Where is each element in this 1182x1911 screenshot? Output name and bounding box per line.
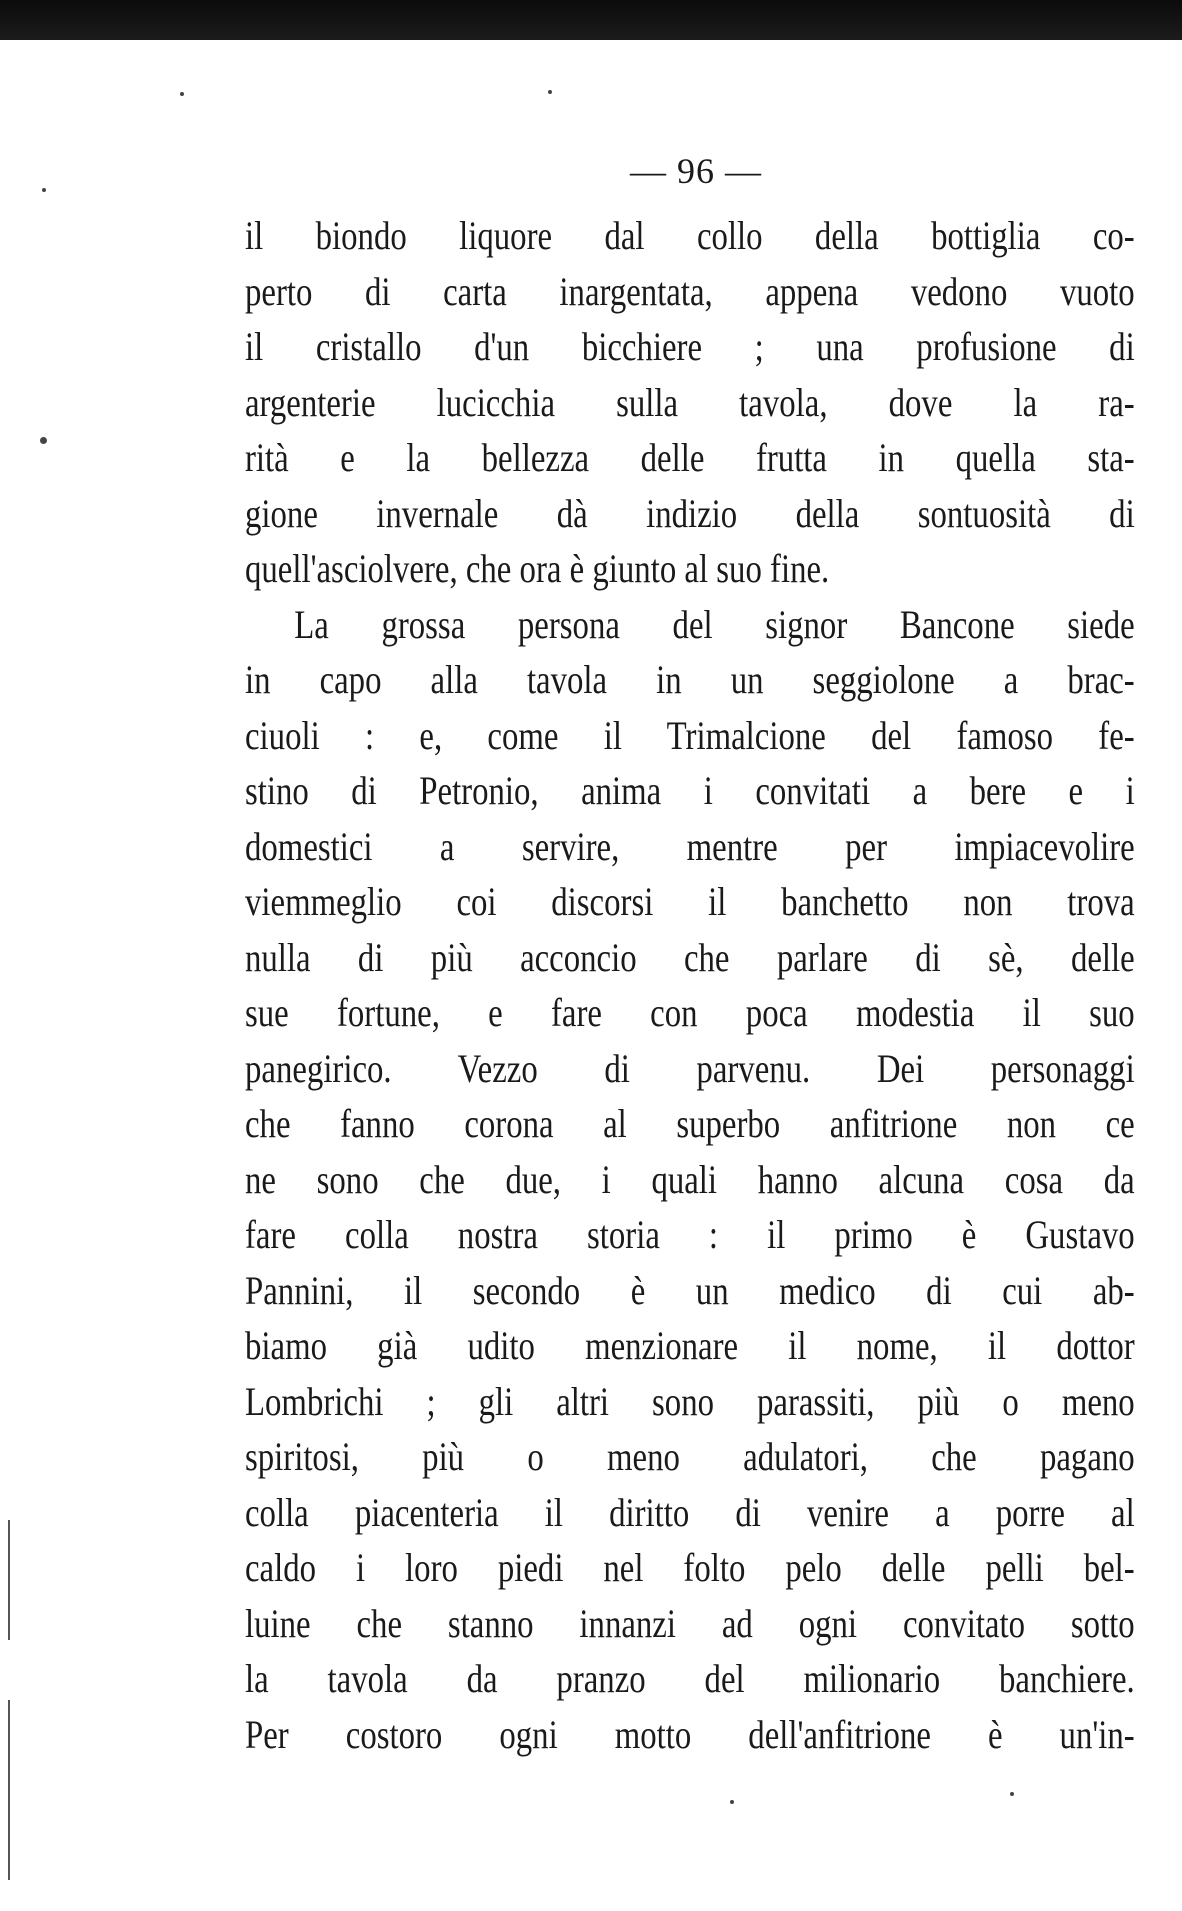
text-line: Pannini, il secondo è un medico di cui ab- bbox=[245, 1267, 1135, 1313]
margin-mark bbox=[8, 1700, 10, 1880]
text-line: che fanno corona al superbo anfitrione non ce bbox=[245, 1101, 1135, 1146]
text-line: quell'asciolvere, che ora è giunto al suo fine. bbox=[245, 546, 830, 591]
text-line: il cristallo d'un bicchiere ; una profusione di bbox=[245, 324, 1135, 369]
text-line: Per costoro ogni motto dell'anfitrione è un'in- bbox=[245, 1711, 1135, 1757]
body-text bbox=[245, 208, 1135, 1762]
text-line: viemmeglio coi discorsi il banchetto non trova bbox=[245, 879, 1135, 924]
text-line: spiritosi, più o meno adulatori, che pagano bbox=[245, 1434, 1135, 1479]
text-line: caldo i loro piedi nel folto pelo delle pelli bel- bbox=[245, 1545, 1135, 1590]
text-line: il biondo liquore dal collo della bottiglia co- bbox=[245, 213, 1135, 258]
scan-top-border bbox=[0, 0, 1182, 40]
scan-speck bbox=[730, 1800, 734, 1804]
text-line: in capo alla tavola in un seggiolone a brac- bbox=[245, 657, 1135, 702]
text-line: nulla di più acconcio che parlare di sè, delle bbox=[245, 934, 1135, 980]
text-line: domestici a servire, mentre per impiacevolire bbox=[245, 823, 1135, 869]
margin-mark bbox=[8, 1520, 10, 1640]
scan-speck bbox=[180, 92, 184, 96]
text-line: ne sono che due, i quali hanno alcuna cosa da bbox=[245, 1156, 1135, 1202]
text-line: ciuoli : e, come il Trimalcione del famoso fe- bbox=[245, 712, 1135, 758]
text-line: Lombrichi ; gli altri sono parassiti, più o meno bbox=[245, 1378, 1135, 1424]
text-line: stino di Petronio, anima i convitati a bere e i bbox=[245, 768, 1135, 813]
text-line: biamo già udito menzionare il nome, il dottor bbox=[245, 1323, 1135, 1368]
text-line: La grossa persona del signor Bancone siede bbox=[294, 601, 1135, 647]
text-line: perto di carta inargentata, appena vedono vuoto bbox=[245, 268, 1135, 314]
text-line: argenterie lucicchia sulla tavola, dove la ra- bbox=[245, 379, 1135, 425]
text-line: panegirico. Vezzo di parvenu. Dei personaggi bbox=[245, 1045, 1135, 1091]
text-line: colla piacenteria il diritto di venire a porre al bbox=[245, 1489, 1135, 1535]
text-line: luine che stanno innanzi ad ogni convitato sotto bbox=[245, 1600, 1135, 1646]
scan-speck bbox=[1010, 1792, 1014, 1796]
text-line: la tavola da pranzo del milionario banchiere. bbox=[245, 1656, 1135, 1701]
scan-speck bbox=[42, 188, 46, 192]
page-number: — 96 — bbox=[630, 151, 762, 191]
text-line: fare colla nostra storia : il primo è Gustavo bbox=[245, 1212, 1135, 1257]
text-line: sue fortune, e fare con poca modestia il suo bbox=[245, 990, 1135, 1035]
scan-speck bbox=[548, 90, 552, 94]
scan-speck bbox=[40, 437, 47, 444]
text-line: rità e la bellezza delle frutta in quella sta- bbox=[245, 435, 1135, 480]
text-line: gione invernale dà indizio della sontuosità di bbox=[245, 490, 1135, 536]
